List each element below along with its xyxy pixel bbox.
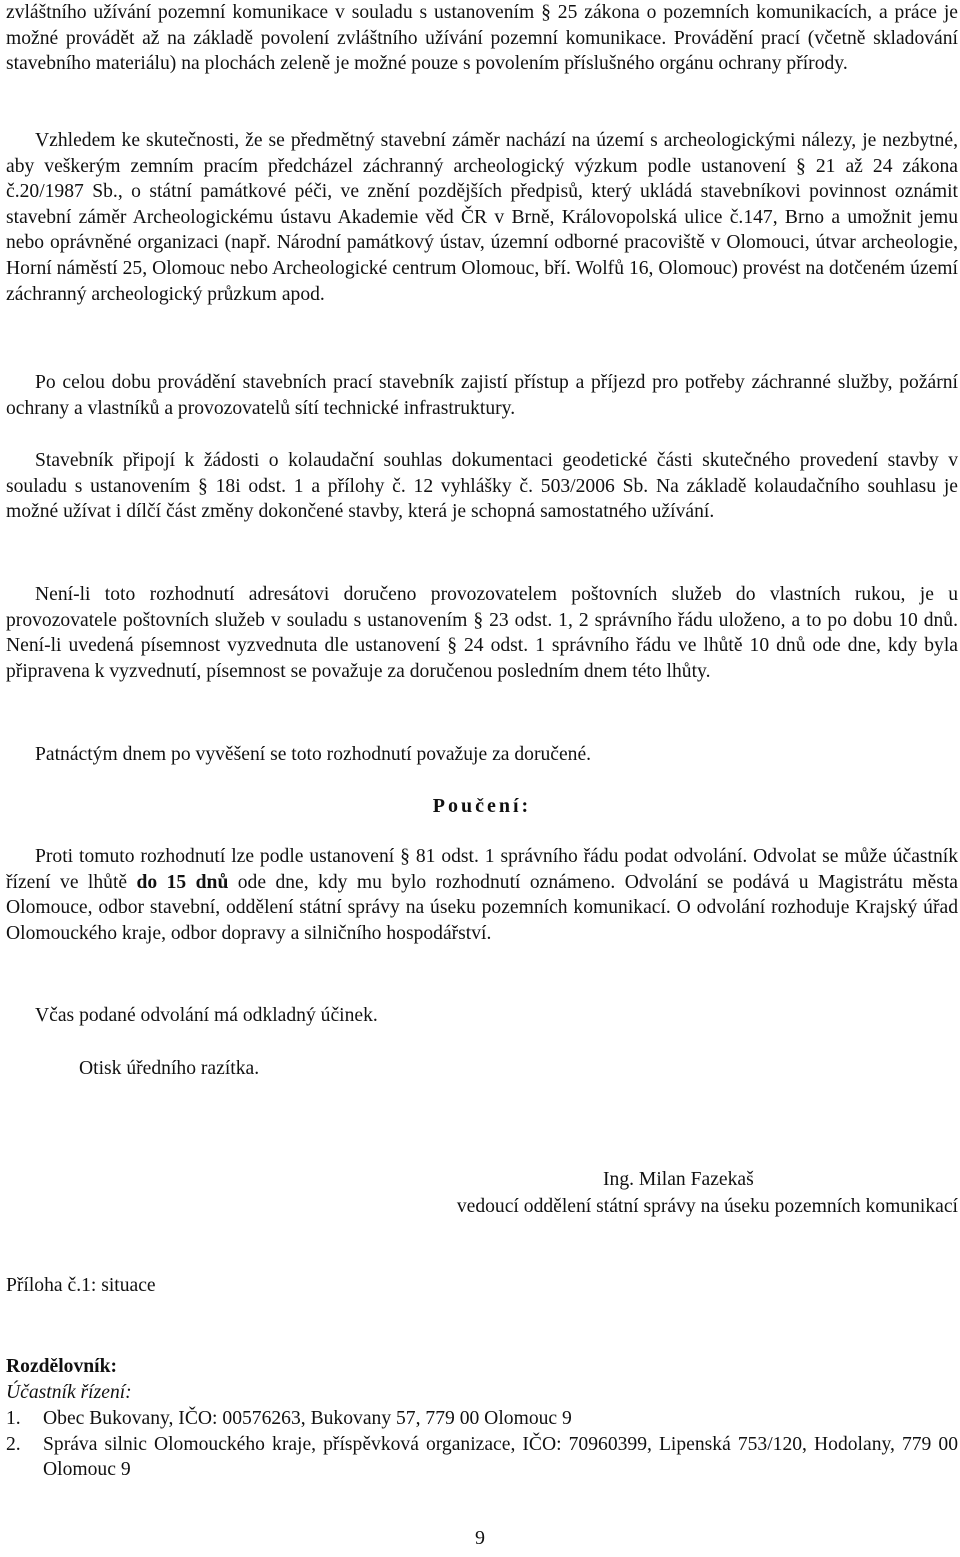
paragraph-appeal — [6, 844, 958, 946]
paragraph-approval: Stavebník připojí k žádosti o kolaudační souhlas dokumentaci geodetické části skutečného provedení stavby v souladu s ustanovením § 18i odst. 1 a přílohy č. 12 vyhlášky č. 503/2006 Sb. Na základě kolaudačního souhlasu je možné užívat i dílčí část změny dokončené stavby, která je schopná samostatného užívání. — [6, 450, 958, 523]
appeal-text-end: ode dne, kdy mu bylo rozhodnutí oznámeno. Odvolání se podává u Magistrátu města Olomouce, odbor stavební, oddělení státní správy na úseku pozemních komunikací. O odvolání rozhoduje Krajský úřad Olomouckého kraje, odbor dopravy a silničního hospodářství. — [6, 871, 958, 944]
paragraph-archeology: Vzhledem ke skutečnosti, že se předmětný stavební záměr nachází na území s archeologickými nálezy, je nezbytné, aby veškerým zemním pracím předcházel záchranný archeologický výzkum podle ustanovení § 21 až 24 zákona č.20/1987 Sb., o státní památkové péči, ve znění pozdějších předpisů, který ukládá stavebníkovi povinnost oznámit stavební záměr Archeologickému ústavu Akademie věd ČR v Brně, Královopolská ulice č.147, Brno a umožnit jemu nebo oprávněné organizaci (např. Národní památkový ústav, územní odborné pracoviště v Olomouci, útvar archeologie, Horní náměstí 25, Olomouc nebo Archeologické centrum Olomouc, bří. Wolfů 16, Olomouc) provést na dotčeném území záchranný archeologický průzkum apod. — [6, 130, 958, 305]
appeal-deadline: do 15 dnů — [136, 871, 229, 893]
paragraph-special-use: zvláštního užívání pozemní komunikace v souladu s ustanovením § 25 zákona o pozemních komunikacích, a práce je možné provádět až na základě povolení zvláštního užívání pozemní komunikace. Provádění prací (včetně skladování stavebního materiálu) na plochách zeleně je možné pouze s povolením příslušného orgánu ochrany přírody. — [6, 2, 958, 75]
pouceni-heading: Poučení: — [432, 795, 532, 817]
page-number: 9 — [475, 1527, 485, 1549]
list-item-text: Obec Bukovany, IČO: 00576263, Bukovany 57, 779 00 Olomouc 9 — [43, 1408, 572, 1429]
list-item-number: 1. — [6, 1408, 21, 1429]
paragraph-suspensive-effect: Včas podané odvolání má odkladný účinek. — [35, 1005, 378, 1026]
signature-role: vedoucí oddělení státní správy na úseku pozemních komunikací — [456, 1196, 958, 1217]
appeal-text-start: Proti tomuto rozhodnutí lze podle ustanovení § 81 odst. 1 správního řádu podat odvolání. Odvolat se může účastník řízení ve lhůtě — [6, 846, 958, 893]
signature-name: Ing. Milan Fazekaš — [603, 1169, 754, 1190]
stamp-placeholder: Otisk úředního razítka. — [79, 1058, 260, 1079]
list-item-number: 2. — [6, 1433, 21, 1455]
paragraph-access: Po celou dobu provádění stavebních prací stavebník zajistí přístup a příjezd pro potřeby záchranné služby, požární ochrany a vlastníků a provozovatelů sítí technické infrastruktury. — [6, 372, 958, 419]
distribution-heading: Rozdělovník: — [6, 1356, 118, 1377]
list-item — [6, 1432, 958, 1483]
list-item-text: Správa silnic Olomouckého kraje, příspěvková organizace, IČO: 70960399, Lipenská 753/120, Hodolany, 779 00 Olomouc 9 — [43, 1433, 958, 1481]
attachment-line: Příloha č.1: situace — [6, 1275, 156, 1296]
paragraph-delivery-date: Patnáctým dnem po vyvěšení se toto rozhodnutí považuje za doručené. — [35, 744, 592, 765]
distribution-list — [6, 1406, 958, 1483]
list-item — [6, 1406, 958, 1432]
distribution-subheading: Účastník řízení: — [6, 1382, 132, 1403]
paragraph-delivery: Není-li toto rozhodnutí adresátovi doručeno provozovatelem poštovních služeb do vlastních rukou, je u provozovatele poštovních služeb v souladu s ustanovením § 23 odst. 1, 2 správního řádu uloženo, a to po dobu 10 dnů. Není-li uvedená písemnost vyzvednuta dle ustanovení § 24 odst. 1 správního řádu ve lhůtě 10 dnů ode dne, kdy byla připravena k vyzvednutí, písemnost se považuje za doručenou posledním dnem této lhůty. — [6, 584, 958, 682]
